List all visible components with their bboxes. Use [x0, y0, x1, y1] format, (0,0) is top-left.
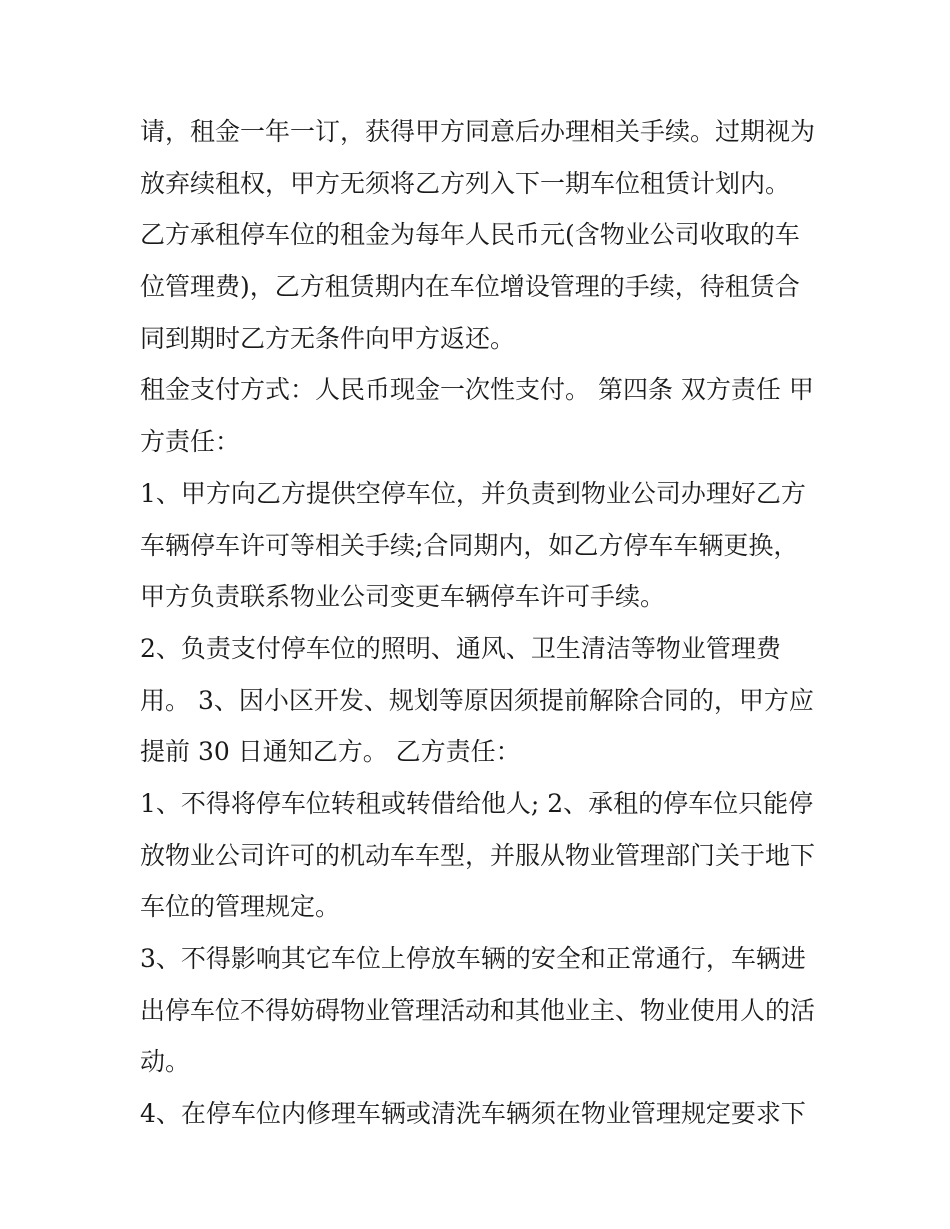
- text-line: 租金支付方式：人民币现金一次性支付。 第四条 双方责任 甲: [140, 375, 814, 405]
- text-line: 1、不得将停车位转租或转借给他人; 2、承租的停车位只能停: [140, 788, 814, 818]
- text-line: 4、在停车位内修理车辆或清洗车辆须在物业管理规定要求下: [140, 1099, 806, 1129]
- text-line: 放物业公司许可的机动车车型，并服从物业管理部门关于地下: [140, 840, 816, 870]
- text-line: 位管理费)，乙方租赁期内在车位增设管理的手续，待租赁合: [140, 272, 800, 302]
- text-line: 乙方承租停车位的租金为每年人民币元(含物业公司收取的车: [140, 220, 800, 250]
- text-line: 方责任：: [140, 427, 241, 457]
- text-line: 2、负责支付停车位的照明、通风、卫生清洁等物业管理费: [140, 633, 781, 663]
- text-line: 车位的管理规定。: [140, 892, 341, 922]
- text-line: 动。: [140, 1047, 191, 1077]
- text-line: 提前 30 日通知乙方。 乙方责任：: [140, 737, 521, 767]
- text-line: 出停车位不得妨碍物业管理活动和其他业主、物业使用人的活: [140, 995, 816, 1025]
- text-line: 1、甲方向乙方提供空停车位，并负责到物业公司办理好乙方: [140, 478, 806, 508]
- text-line: 车辆停车许可等相关手续;合同期内，如乙方停车车辆更换，: [140, 530, 799, 560]
- text-line: 甲方负责联系物业公司变更车辆停车许可手续。: [140, 582, 666, 612]
- text-line: 请，租金一年一订，获得甲方同意后办理相关手续。过期视为: [140, 117, 816, 146]
- text-line: 用。 3、因小区开发、规划等原因须提前解除合同的，甲方应: [140, 685, 814, 715]
- document-body: [140, 106, 820, 1140]
- text-line: 放弃续租权，甲方无须将乙方列入下一期车位租赁计划内。: [140, 168, 791, 198]
- text-line: 同到期时乙方无条件向甲方返还。: [140, 323, 516, 353]
- text-line: 3、不得影响其它车位上停放车辆的安全和正常通行，车辆进: [140, 944, 806, 973]
